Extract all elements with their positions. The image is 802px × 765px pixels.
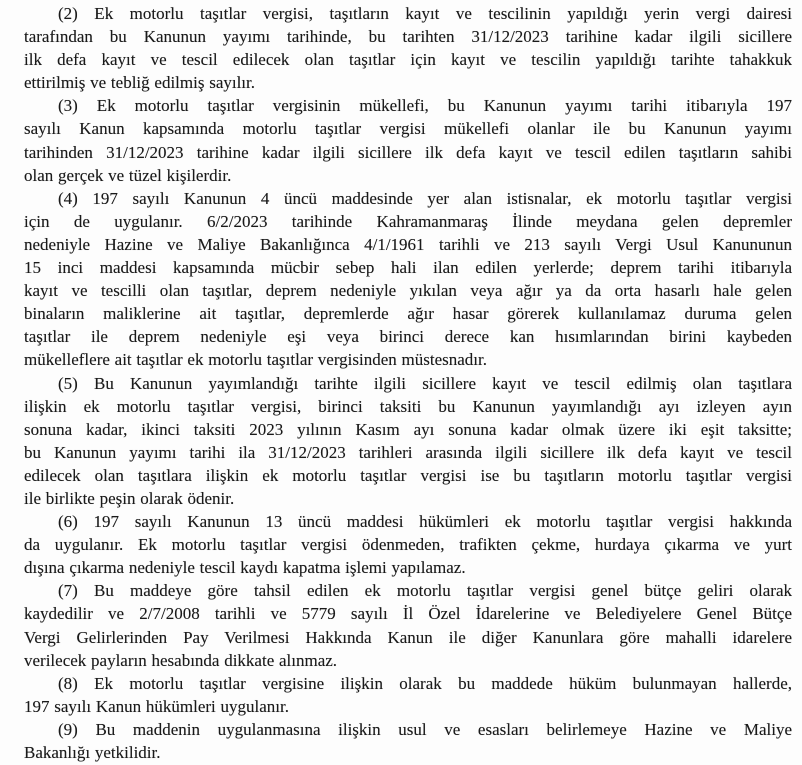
text-line: 15 inci maddesi kapsamında mücbir sebep hali ilan edilen yerlerde; deprem tarihi itibarıyla (24, 258, 792, 278)
paragraph-3 (24, 94, 792, 186)
text-line: (5) Bu Kanunun yayımlandığı tarihte ilgili sicillere kayıt ve tescil edilmiş olan taşıtlara (58, 373, 792, 393)
text-line: (7) Bu maddeye göre tahsil edilen ek motorlu taşıtlar vergisi genel bütçe geliri olarak (58, 581, 792, 601)
paragraph-8 (24, 672, 792, 718)
text-line: Bakanlığı yetkilidir. (24, 743, 161, 762)
text-line: edilecek olan taşıtlara ilişkin ek motorlu taşıtlar vergisi ise bu taşıtların motorlu taşıtlar vergisi (24, 465, 792, 485)
text-line: (8) Ek motorlu taşıtlar vergisine ilişkin olarak bu maddede hüküm bulunmayan hallerde, (58, 673, 792, 693)
text-line: (4) 197 sayılı Kanunun 4 üncü maddesinde yer alan istisnalar, ek motorlu taşıtlar vergisi (58, 188, 792, 208)
text-line: kaydedilir ve 2/7/2008 tarihli ve 5779 sayılı İl Özel İdarelerine ve Belediyelere Genel Bütçe (24, 604, 792, 624)
text-line: (3) Ek motorlu taşıtlar vergisinin mükellefi, bu Kanunun yayımı tarihi itibarıyla 197 (58, 96, 792, 116)
paragraph-6 (24, 510, 792, 579)
text-line: bu Kanunun yayımı tarihi ila 31/12/2023 tarihleri arasında ilgili sicillere ilk defa kayıt ve tescil (24, 442, 792, 462)
text-line: 197 sayılı Kanun hükümleri uygulanır. (24, 696, 289, 716)
text-line: nedeniyle Hazine ve Maliye Bakanlığınca 4/1/1961 tarihli ve 213 sayılı Vergi Usul Kanununun (24, 234, 792, 254)
text-line: binaların maliklerine ait taşıtlar, depremlerde ağır hasar görerek kullanılamaz duruma gelen (24, 304, 792, 324)
text-line: ilişkin ek motorlu taşıtlar vergisi, birinci taksiti bu Kanunun yayımlandığı ayı izleyen ayın (24, 396, 792, 416)
text-line: sayılı Kanun kapsamında motorlu taşıtlar vergisi mükellefi olanlar ile bu Kanunun yayımı (24, 119, 792, 139)
text-line: için de uygulanır. 6/2/2023 tarihinde Kahramanmaraş İlinde meydana gelen depremler (24, 211, 792, 231)
text-line: sonuna kadar, ikinci taksiti 2023 yılının Kasım ayı sonuna kadar olmak üzere iki eşit taksitte; (24, 419, 792, 439)
text-line: ettirilmiş ve tebliğ edilmiş sayılır. (24, 73, 256, 93)
paragraph-9 (24, 718, 792, 764)
document-body (24, 2, 792, 764)
text-line: Vergi Gelirlerinden Pay Verilmesi Hakkında Kanun ile diğer Kanunlara göre mahalli idarelere (24, 627, 792, 647)
paragraph-2 (24, 2, 792, 94)
text-line: mükelleflere ait taşıtlar ek motorlu taşıtlar vergisinden müstesnadır. (24, 350, 488, 370)
text-line: ilk defa kayıt ve tescil edilecek olan taşıtlar için kayıt ve tescilin yapıldığı tarihte tahakkuk (24, 50, 792, 70)
text-line: (9) Bu maddenin uygulanmasına ilişkin usul ve esasları belirlemeye Hazine ve Maliye (58, 719, 792, 739)
text-line: verilecek payların hesabında dikkate alınmaz. (24, 650, 338, 670)
paragraph-4 (24, 187, 792, 372)
text-line: taşıtlar ile deprem nedeniyle eşi veya birinci derece kan hısımlarından birini kaybeden (24, 327, 792, 347)
text-line: kayıt ve tescilli olan taşıtlar, deprem nedeniyle yıkılan veya ağır ya da orta hasarlı hale gelen (24, 281, 792, 301)
text-line: olan gerçek ve tüzel kişilerdir. (24, 165, 232, 185)
text-line: dışına çıkarma nedeniyle tescil kaydı kapatma işlemi yapılamaz. (24, 558, 466, 578)
text-line: da uygulanır. Ek motorlu taşıtlar vergisi ödenmeden, trafikten çekme, hurdaya çıkarma ve yurt (24, 535, 792, 555)
paragraph-7 (24, 579, 792, 671)
text-line: (2) Ek motorlu taşıtlar vergisi, taşıtların kayıt ve tescilinin yapıldığı yerin vergi dairesi (58, 4, 792, 23)
text-line: tarihinden 31/12/2023 tarihine kadar ilgili sicillere ilk defa kayıt ve tescil edilen taşıtların sahibi (24, 142, 792, 162)
paragraph-5 (24, 372, 792, 511)
text-line: (6) 197 sayılı Kanunun 13 üncü maddesi hükümleri ek motorlu taşıtlar vergisi hakkında (58, 512, 792, 532)
text-line: ile birlikte peşin olarak ödenir. (24, 488, 235, 508)
text-line: tarafından bu Kanunun yayımı tarihinde, bu tarihten 31/12/2023 tarihine kadar ilgili sicillere (24, 27, 792, 47)
